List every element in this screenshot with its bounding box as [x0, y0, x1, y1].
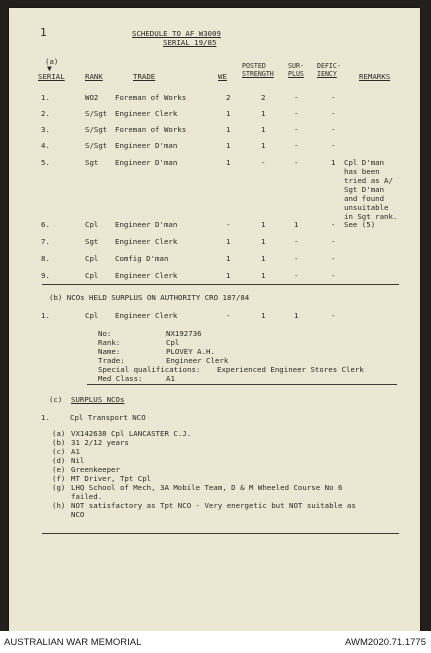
cell-serial: 4. [41, 141, 50, 150]
cell-rank: Cpl [85, 220, 99, 229]
item-text: LHQ School of Mech, 3A Mobile Team, D & M Wheeled Course No 6 failed. [71, 483, 343, 501]
cell-trade: Comfig D'man [115, 254, 169, 263]
cell-posted: 1 [261, 237, 266, 246]
cell-deficiency: 1 [331, 158, 336, 167]
detail-value: A1 [166, 374, 175, 383]
cell-serial: 7. [41, 237, 50, 246]
cell-serial: 2. [41, 109, 50, 118]
cell-deficiency: - [331, 125, 336, 134]
cell-rank: S/Sgt [85, 125, 108, 134]
cell-surplus: - [294, 271, 299, 280]
item-letter: (e) [52, 465, 66, 474]
section-b-deficiency: - [331, 311, 336, 320]
cell-serial: 9. [41, 271, 50, 280]
section-b-we: - [226, 311, 231, 320]
item-letter: (b) [52, 438, 66, 447]
header-rank: RANK [85, 72, 103, 81]
cell-serial: 6. [41, 220, 50, 229]
cell-posted: 1 [261, 141, 266, 150]
item-text: A1 [71, 447, 80, 456]
serial-reference: SERIAL 19/85 [163, 38, 217, 47]
cell-serial: 5. [41, 158, 50, 167]
cell-rank: Cpl [85, 271, 99, 280]
cell-surplus: - [294, 93, 299, 102]
divider [87, 384, 397, 385]
item-letter: (a) [52, 429, 66, 438]
header-surplus-1: SUR- [288, 62, 304, 70]
cell-posted: 1 [261, 220, 266, 229]
cell-trade: Engineer D'man [115, 220, 178, 229]
section-c-title: Cpl Transport NCO [70, 413, 146, 422]
corner-mark: 1 [40, 26, 47, 39]
cell-remarks: Cpl D'man has been tried as A/ Sgt D'man and found unsuitable in Sgt rank. [344, 158, 398, 221]
detail-label: Trade: [98, 356, 125, 365]
header-surplus-2: PLUS [288, 69, 304, 78]
footer-bar [0, 631, 431, 653]
cell-we: 1 [226, 271, 231, 280]
section-b-rank: Cpl [85, 311, 99, 320]
cell-rank: WO2 [85, 93, 99, 102]
item-letter: (d) [52, 456, 66, 465]
header-serial: SERIAL [38, 72, 65, 81]
arrow-icon: ▼ [47, 64, 52, 73]
cell-we: - [226, 220, 231, 229]
section-b-heading: (b) NCOs HELD SURPLUS ON AUTHORITY CRO 187/84 [49, 293, 250, 302]
cell-we: 1 [226, 237, 231, 246]
detail-label: Special qualifications: [98, 365, 201, 374]
header-trade: TRADE [133, 72, 156, 81]
footer-source: AUSTRALIAN WAR MEMORIAL [4, 637, 142, 648]
cell-rank: S/Sgt [85, 109, 108, 118]
item-letter: (h) [52, 501, 66, 510]
cell-we: 1 [226, 254, 231, 263]
column-letter: (a) [45, 57, 59, 66]
cell-rank: S/Sgt [85, 141, 108, 150]
section-b-surplus: 1 [294, 311, 299, 320]
item-text: NOT satisfactory as Tpt NCO - Very energetic but NOT suitable as NCO [71, 501, 356, 519]
cell-trade: Engineer Clerk [115, 109, 178, 118]
header-deficiency-2: IENCY [317, 69, 337, 78]
document-page [9, 8, 420, 631]
cell-we: 1 [226, 141, 231, 150]
cell-rank: Sgt [85, 158, 99, 167]
cell-deficiency: - [331, 254, 336, 263]
cell-deficiency: - [331, 109, 336, 118]
header-we: WE [218, 72, 227, 81]
cell-deficiency: - [331, 237, 336, 246]
cell-we: 1 [226, 125, 231, 134]
cell-deficiency: - [331, 271, 336, 280]
detail-value: Experienced Engineer Stores Clerk [217, 365, 364, 374]
cell-serial: 1. [41, 93, 50, 102]
cell-we: 1 [226, 158, 231, 167]
item-text: MT Driver, Tpt Cpl [71, 474, 152, 483]
header-posted-2: STRENGTH [242, 69, 274, 78]
cell-surplus: - [294, 109, 299, 118]
detail-value: Cpl [166, 338, 180, 347]
cell-surplus: 1 [294, 220, 299, 229]
cell-rank: Sgt [85, 237, 99, 246]
cell-trade: Engineer Clerk [115, 271, 178, 280]
header-remarks: REMARKS [359, 72, 391, 81]
cell-trade: Foreman of Works [115, 125, 187, 134]
cell-surplus: - [294, 158, 299, 167]
section-c-heading: SURPLUS NCOs [71, 395, 125, 404]
cell-posted: 1 [261, 125, 266, 134]
detail-value: NX192736 [166, 329, 202, 338]
item-letter: (c) [52, 447, 66, 456]
header-posted-1: POSTED [242, 62, 266, 70]
cell-surplus: - [294, 141, 299, 150]
schedule-title: SCHEDULE TO AF W3009 [132, 29, 221, 38]
detail-label: Med Class: [98, 374, 143, 383]
cell-rank: Cpl [85, 254, 99, 263]
cell-posted: 1 [261, 254, 266, 263]
cell-surplus: - [294, 125, 299, 134]
section-c-serial: 1. [41, 413, 50, 422]
cell-serial: 8. [41, 254, 50, 263]
header-deficiency-1: DEFIC- [317, 62, 341, 70]
item-letter: (f) [52, 474, 66, 483]
cell-deficiency: - [331, 141, 336, 150]
section-b-trade: Engineer Clerk [115, 311, 178, 320]
cell-deficiency: - [331, 220, 336, 229]
detail-label: Rank: [98, 338, 121, 347]
detail-label: Name: [98, 347, 121, 356]
item-text: 31 2/12 years [71, 438, 129, 447]
item-text: Nil [71, 456, 85, 465]
item-text: VX142638 Cpl LANCASTER C.J. [71, 429, 192, 438]
cell-posted: 1 [261, 109, 266, 118]
divider [42, 533, 399, 534]
cell-we: 1 [226, 109, 231, 118]
section-b-serial: 1. [41, 311, 50, 320]
cell-trade: Engineer D'man [115, 141, 178, 150]
cell-we: 2 [226, 93, 231, 102]
cell-deficiency: - [331, 93, 336, 102]
cell-trade: Engineer Clerk [115, 237, 178, 246]
cell-serial: 3. [41, 125, 50, 134]
section-c-letter: (c) [49, 395, 63, 404]
cell-posted: - [261, 158, 266, 167]
cell-remarks: See (5) [344, 220, 376, 229]
detail-value: Engineer Clerk [166, 356, 229, 365]
footer-reference: AWM2020.71.1775 [345, 637, 426, 648]
detail-value: PLOVEY A.H. [166, 347, 215, 356]
cell-surplus: - [294, 254, 299, 263]
divider [42, 284, 399, 285]
cell-surplus: - [294, 237, 299, 246]
section-b-posted: 1 [261, 311, 266, 320]
cell-trade: Engineer D'man [115, 158, 178, 167]
cell-posted: 2 [261, 93, 266, 102]
detail-label: No: [98, 329, 112, 338]
item-text: Greenkeeper [71, 465, 120, 474]
cell-posted: 1 [261, 271, 266, 280]
item-letter: (g) [52, 483, 66, 492]
cell-trade: Foreman of Works [115, 93, 187, 102]
